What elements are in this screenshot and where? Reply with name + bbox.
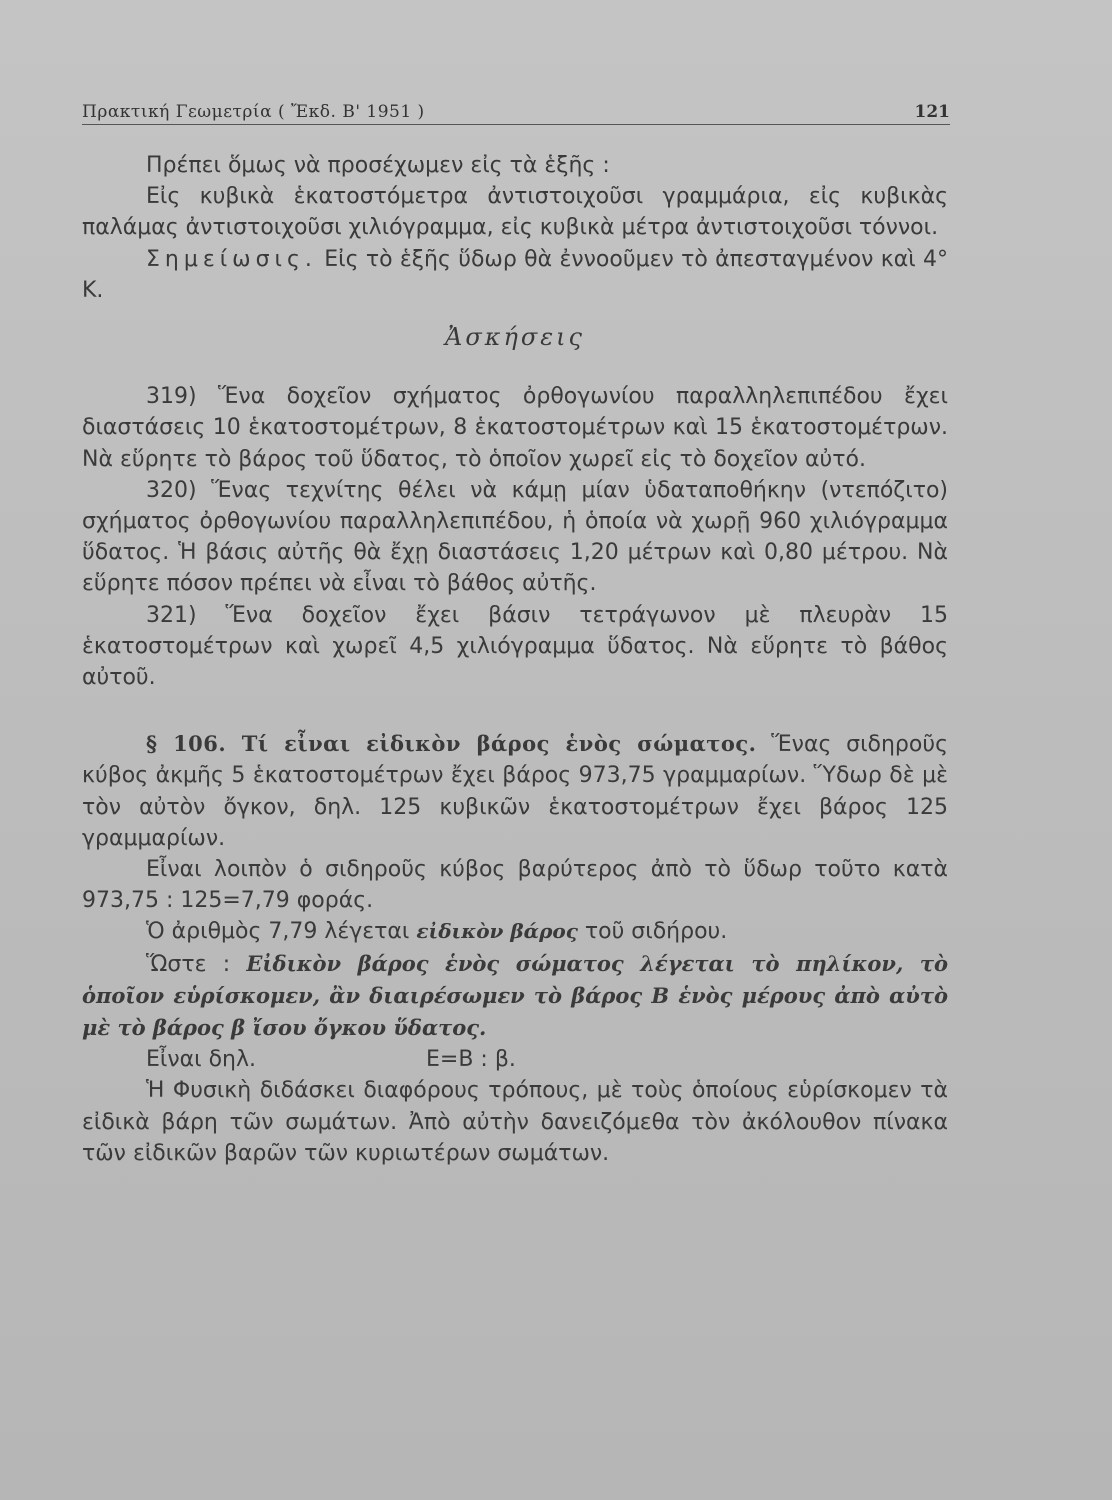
page-body — [82, 150, 948, 1169]
page-number: 121 — [914, 102, 950, 122]
note-text: Εἰς τὸ ἑξῆς ὕδωρ θὰ ἐννοοῦμεν τὸ ἀπεσταγμένον καὶ 4° Κ. — [82, 246, 948, 303]
exercise-321: 321) Ἕνα δοχεῖον ἔχει βάσιν τετράγωνον μὲ πλευρὰν 15 ἑκατοστομέτρων καὶ χωρεῖ 4,5 χιλιόγραμμα ὕδατος. Νὰ εὕρητε τὸ βάθος αὐτοῦ. — [82, 602, 948, 691]
exercises-heading: Ἀσκήσεις — [445, 323, 585, 352]
note-label: Σημείωσις. — [146, 246, 317, 272]
note-paragraph — [82, 244, 948, 306]
section-paragraph-5: Ἡ Φυσικὴ διδάσκει διαφόρους τρόπους, μὲ τοὺς ὁποίους εὑρίσκομεν τὰ εἰδικὰ βάρη τῶν σωμάτων. Ἀπὸ αὐτὴν δανειζόμεθα τὸν ἀκόλουθον πίνακα τῶν εἰδικῶν βαρῶν τῶν κυριωτέρων σωμάτων. — [82, 1078, 948, 1166]
exercise-320: 320) Ἕνας τεχνίτης θέλει νὰ κάμῃ μίαν ὑδαταποθήκην (ντεπόζιτο) σχήματος ὀρθογωνίου παραλληλεπιπέδου, ἡ ὁποία νὰ χωρῇ 960 χιλιόγραμμα ὕδατος. Ἡ βάσις αὐτῆς θὰ ἔχῃ διαστάσεις 1,20 μέτρων καὶ 0,80 μέτρου. Νὰ εὕρητε πόσον πρέπει νὰ εἶναι τὸ βάθος αὐτῆς. — [82, 477, 948, 597]
specific-weight-term: εἰδικὸν βάρος — [416, 919, 578, 944]
p3-text-b: τοῦ σιδήρου. — [577, 919, 728, 945]
section-title: § 106. Τί εἶναι εἰδικὸν βάρος ἑνὸς σώματος. — [146, 731, 757, 757]
definition-text: Εἰδικὸν βάρος ἑνὸς σώματος λέγεται τὸ πηλίκον, τὸ ὁποῖον εὑρίσκομεν, ἂν διαιρέσωμεν τὸ βάρος Β ἑνὸς μέρους ἀπὸ αὐτὸ μὲ τὸ βάρος β ἴσου ὄγκου ὕδατος. — [82, 950, 948, 1041]
exercise-319: 319) Ἕνα δοχεῖον σχήματος ὀρθογωνίου παραλληλεπιπέδου ἔχει διαστάσεις 10 ἑκατοστομέτρων, 8 ἑκατοστομέτρων καὶ 15 ἑκατοστομέτρων. Νὰ εὕρητε τὸ βάρος τοῦ ὕδατος, τὸ ὁποῖον χωρεῖ εἰς τὸ δοχεῖον αὐτό. — [82, 384, 948, 472]
running-header — [82, 100, 950, 132]
definition-paragraph — [82, 948, 948, 1045]
definition-lead: Ὥστε : — [146, 951, 247, 977]
p3-text-a: Ὁ ἀριθμὸς 7,79 λέγεται — [146, 919, 417, 945]
formula-line — [82, 1044, 948, 1075]
formula-lead: Εἶναι δηλ. — [146, 1047, 256, 1073]
header-rule — [82, 124, 950, 125]
header-title: Πρακτική Γεωμετρία ( Ἔκδ. Β' 1951 ) — [82, 102, 425, 122]
section-paragraph-3 — [82, 916, 948, 947]
section-106-paragraph — [82, 728, 948, 854]
formula: Ε=Β : β. — [426, 1047, 516, 1073]
section-gap — [82, 693, 948, 728]
intro-paragraph-1: Πρέπει ὅμως νὰ προσέχωμεν εἰς τὰ ἑξῆς : — [146, 153, 610, 178]
section-intro: Ἕνας σιδηροῦς κύβος ἀκμῆς 5 ἑκατοστομέτρων ἔχει βάρος 973,75 γραμμαρίων. Ὕδωρ δὲ μὲ τὸν αὐτὸν ὄγκον, δηλ. 125 κυβικῶν ἑκατοστομέτρων ἔχει βάρος 125 γραμμαρίων. — [82, 732, 948, 851]
intro-paragraph-2: Εἰς κυβικὰ ἑκατοστόμετρα ἀντιστοιχοῦσι γραμμάρια, εἰς κυβικὰς παλάμας ἀντιστοιχοῦσι χιλιόγραμμα, εἰς κυβικὰ μέτρα ἀντιστοιχοῦσι τόννοι. — [82, 184, 948, 241]
section-paragraph-2: Εἶναι λοιπὸν ὁ σιδηροῦς κύβος βαρύτερος ἀπὸ τὸ ὕδωρ τοῦτο κατὰ 973,75 : 125=7,79 φοράς. — [82, 857, 948, 914]
